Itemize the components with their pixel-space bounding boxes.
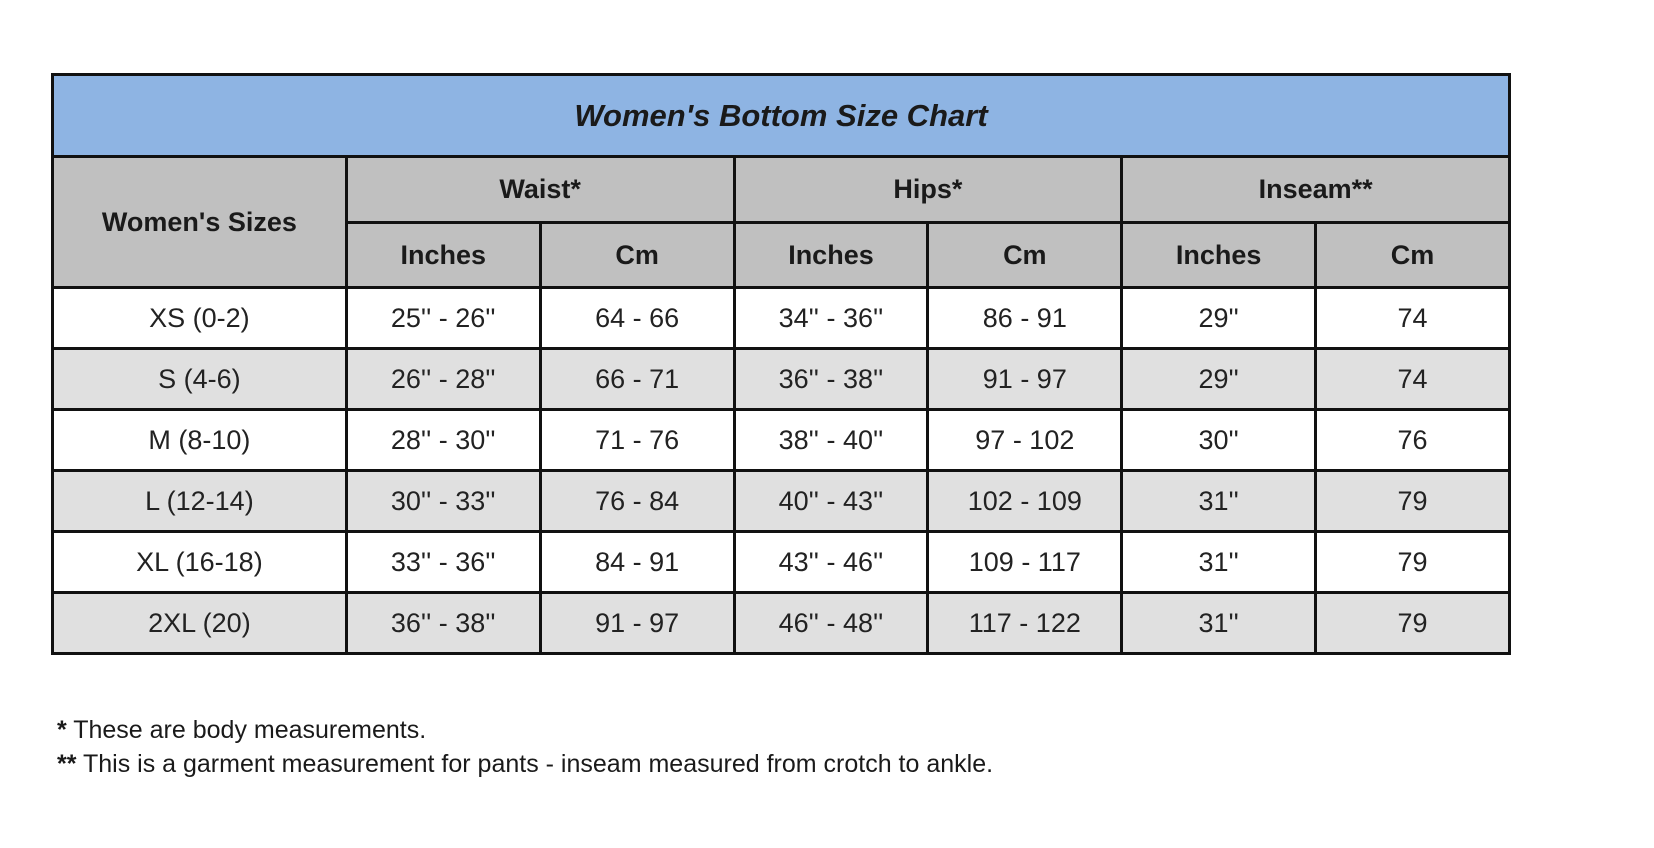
hips-cm-cell: 97 - 102 [928, 410, 1122, 471]
hips-inches-cell: 43'' - 46'' [734, 532, 928, 593]
hips-inches-header: Inches [734, 223, 928, 288]
inseam-cm-cell: 76 [1316, 410, 1510, 471]
waist-inches-cell: 28'' - 30'' [346, 410, 540, 471]
inseam-inches-header: Inches [1122, 223, 1316, 288]
table-row [53, 593, 1510, 654]
waist-cm-cell: 76 - 84 [540, 471, 734, 532]
size-cell: XS (0-2) [53, 288, 347, 349]
waist-cm-cell: 91 - 97 [540, 593, 734, 654]
size-cell: M (8-10) [53, 410, 347, 471]
size-cell: XL (16-18) [53, 532, 347, 593]
waist-inches-cell: 33'' - 36'' [346, 532, 540, 593]
footnotes [57, 713, 993, 781]
inseam-group-header: Inseam** [1122, 157, 1510, 223]
footnote-body-measurements [57, 713, 993, 747]
hips-cm-cell: 86 - 91 [928, 288, 1122, 349]
waist-inches-cell: 25'' - 26'' [346, 288, 540, 349]
hips-inches-cell: 40'' - 43'' [734, 471, 928, 532]
chart-title: Women's Bottom Size Chart [53, 75, 1510, 157]
footnote-marker: * [57, 716, 67, 744]
hips-inches-cell: 34'' - 36'' [734, 288, 928, 349]
footnote-text: These are body measurements. [66, 716, 427, 744]
size-cell: 2XL (20) [53, 593, 347, 654]
hips-inches-cell: 38'' - 40'' [734, 410, 928, 471]
inseam-cm-cell: 79 [1316, 593, 1510, 654]
inseam-inches-cell: 31'' [1122, 471, 1316, 532]
inseam-inches-cell: 29'' [1122, 288, 1316, 349]
inseam-cm-cell: 74 [1316, 288, 1510, 349]
size-cell: S (4-6) [53, 349, 347, 410]
waist-inches-cell: 36'' - 38'' [346, 593, 540, 654]
footnote-marker: ** [57, 750, 77, 778]
footnote-text: This is a garment measurement for pants - inseam measured from crotch to ankle. [76, 750, 994, 778]
waist-inches-header: Inches [346, 223, 540, 288]
size-chart-table [51, 73, 1511, 655]
waist-cm-header: Cm [540, 223, 734, 288]
size-cell: L (12-14) [53, 471, 347, 532]
hips-inches-cell: 36'' - 38'' [734, 349, 928, 410]
hips-inches-cell: 46'' - 48'' [734, 593, 928, 654]
table-row [53, 288, 1510, 349]
waist-cm-cell: 84 - 91 [540, 532, 734, 593]
table-row [53, 471, 1510, 532]
footnote-garment-measurement [57, 747, 993, 781]
inseam-cm-cell: 79 [1316, 532, 1510, 593]
inseam-inches-cell: 31'' [1122, 593, 1316, 654]
hips-cm-cell: 117 - 122 [928, 593, 1122, 654]
table-row [53, 410, 1510, 471]
waist-group-header: Waist* [346, 157, 734, 223]
inseam-inches-cell: 29'' [1122, 349, 1316, 410]
hips-cm-cell: 91 - 97 [928, 349, 1122, 410]
waist-inches-cell: 30'' - 33'' [346, 471, 540, 532]
waist-inches-cell: 26'' - 28'' [346, 349, 540, 410]
waist-cm-cell: 64 - 66 [540, 288, 734, 349]
inseam-cm-cell: 79 [1316, 471, 1510, 532]
table-row [53, 532, 1510, 593]
inseam-inches-cell: 31'' [1122, 532, 1316, 593]
inseam-inches-cell: 30'' [1122, 410, 1316, 471]
inseam-cm-header: Cm [1316, 223, 1510, 288]
table-row [53, 349, 1510, 410]
hips-group-header: Hips* [734, 157, 1122, 223]
waist-cm-cell: 71 - 76 [540, 410, 734, 471]
waist-cm-cell: 66 - 71 [540, 349, 734, 410]
hips-cm-cell: 102 - 109 [928, 471, 1122, 532]
hips-cm-header: Cm [928, 223, 1122, 288]
sizes-column-header: Women's Sizes [53, 157, 347, 288]
hips-cm-cell: 109 - 117 [928, 532, 1122, 593]
inseam-cm-cell: 74 [1316, 349, 1510, 410]
